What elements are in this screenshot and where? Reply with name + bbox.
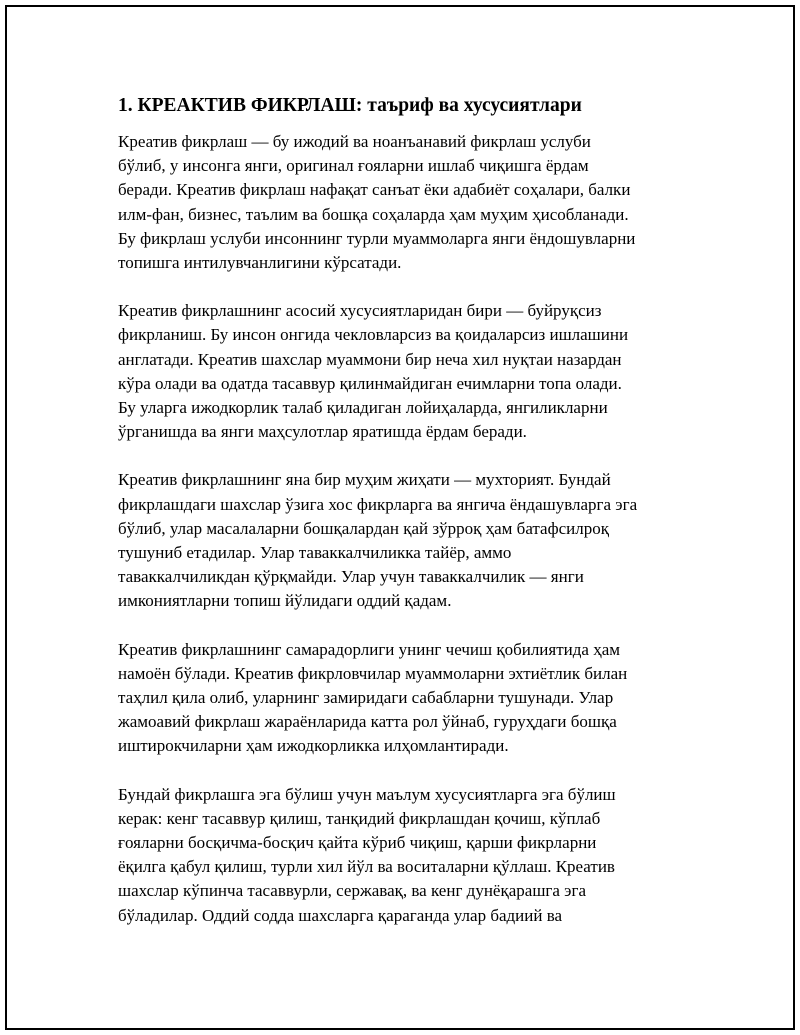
text-line: таҳлил қила олиб, уларнинг замиридаги сабабларни тушунади. Улар xyxy=(118,688,614,708)
text-line: бўлиб, у инсонга янги, оригинал ғояларни ишлаб чиқишга ёрдам xyxy=(118,156,589,176)
text-line: намоён бўлади. Креатив фикрловчилар муаммоларни эхтиётлик билан xyxy=(118,663,628,683)
text-line: фикрлашдаги шахслар ўзига хос фикрларга ва янгича ёндашувларга эга xyxy=(118,494,638,514)
text-line: Креатив фикрлашнинг яна бир муҳим жиҳати — мухторият. Бундай xyxy=(118,470,611,490)
text-line: Бу фикрлаш услуби инсоннинг турли муаммоларга янги ёндошувларни xyxy=(118,228,636,248)
text-line: керак: кенг тасаввур қилиш, танқидий фикрлашдан қочиш, кўплаб xyxy=(118,808,601,828)
text-line: жамоавий фикрлаш жараёнларида катта рол ўйнаб, гуруҳдаги бошқа xyxy=(118,712,617,732)
text-line: бўладилар. Оддий содда шахсларга қараганда улар бадиий ва xyxy=(118,905,563,925)
text-line: Бундай фикрлашга эга бўлиш учун маълум хусусиятларга эга бўлиш xyxy=(118,784,616,804)
text-line: кўра олади ва одатда тасаввур қилинмайдиган ечимларни топа олади. xyxy=(118,373,622,393)
paragraph-1 xyxy=(118,130,688,275)
paragraph-3 xyxy=(118,468,688,613)
text-line: илм-фан, бизнес, таълим ва бошқа соҳаларда ҳам муҳим ҳисобланади. xyxy=(118,204,629,224)
text-line: бўлиб, улар масалаларни бошқалардан қай зўрроқ ҳам батафсилроқ xyxy=(118,518,610,538)
paragraph-4 xyxy=(118,638,688,759)
section-heading: 1. КРЕАКТИВ ФИКРЛАШ: таъриф ва хусусиятлари xyxy=(118,95,582,116)
text-line: фикрланиш. Бу инсон онгида чекловларсиз ва қоидаларсиз ишлашини xyxy=(118,325,629,345)
text-line: ғояларни босқичма-босқич қайта кўриб чиқиш, қарши фикрларни xyxy=(118,833,597,853)
text-line: тушуниб етадилар. Улар таваккалчиликка тайёр, аммо xyxy=(118,543,512,563)
document-body xyxy=(118,92,688,952)
text-line: иштирокчиларни ҳам ижодкорликка илҳомлантиради. xyxy=(118,736,509,756)
text-line: Креатив фикрлашнинг асосий хусусиятларидан бири — буйруқсиз xyxy=(118,301,602,321)
text-line: ёқилга қабул қилиш, турли хил йўл ва воситаларни қўллаш. Креатив xyxy=(118,857,615,877)
text-line: ўрганишда ва янги маҳсулотлар яратишда ёрдам беради. xyxy=(118,422,527,442)
text-line: таваккалчиликдан қўрқмайди. Улар учун таваккалчилик — янги xyxy=(118,567,584,587)
text-line: Бу уларга ижодкорлик талаб қиладиган лойиҳаларда, янгиликларни xyxy=(118,398,608,418)
text-line: имкониятларни топиш йўлидаги оддий қадам. xyxy=(118,591,452,611)
text-line: шахслар кўпинча тасаввурли, сержавақ, ва кенг дунёқарашга эга xyxy=(118,881,586,901)
text-line: англатади. Креатив шахслар муаммони бир неча хил нуқтаи назардан xyxy=(118,349,622,369)
text-line: беради. Креатив фикрлаш нафақат санъат ёки адабиёт соҳалари, балки xyxy=(118,180,631,200)
text-line: топишга интилувчанлигини кўрсатади. xyxy=(118,253,402,273)
text-line: Креатив фикрлаш — бу ижодий ва ноанъанавий фикрлаш услуби xyxy=(118,132,591,151)
text-line: Креатив фикрлашнинг самарадорлиги унинг чечиш қобилиятида ҳам xyxy=(118,639,620,659)
paragraph-2 xyxy=(118,299,688,444)
paragraph-5 xyxy=(118,783,688,928)
